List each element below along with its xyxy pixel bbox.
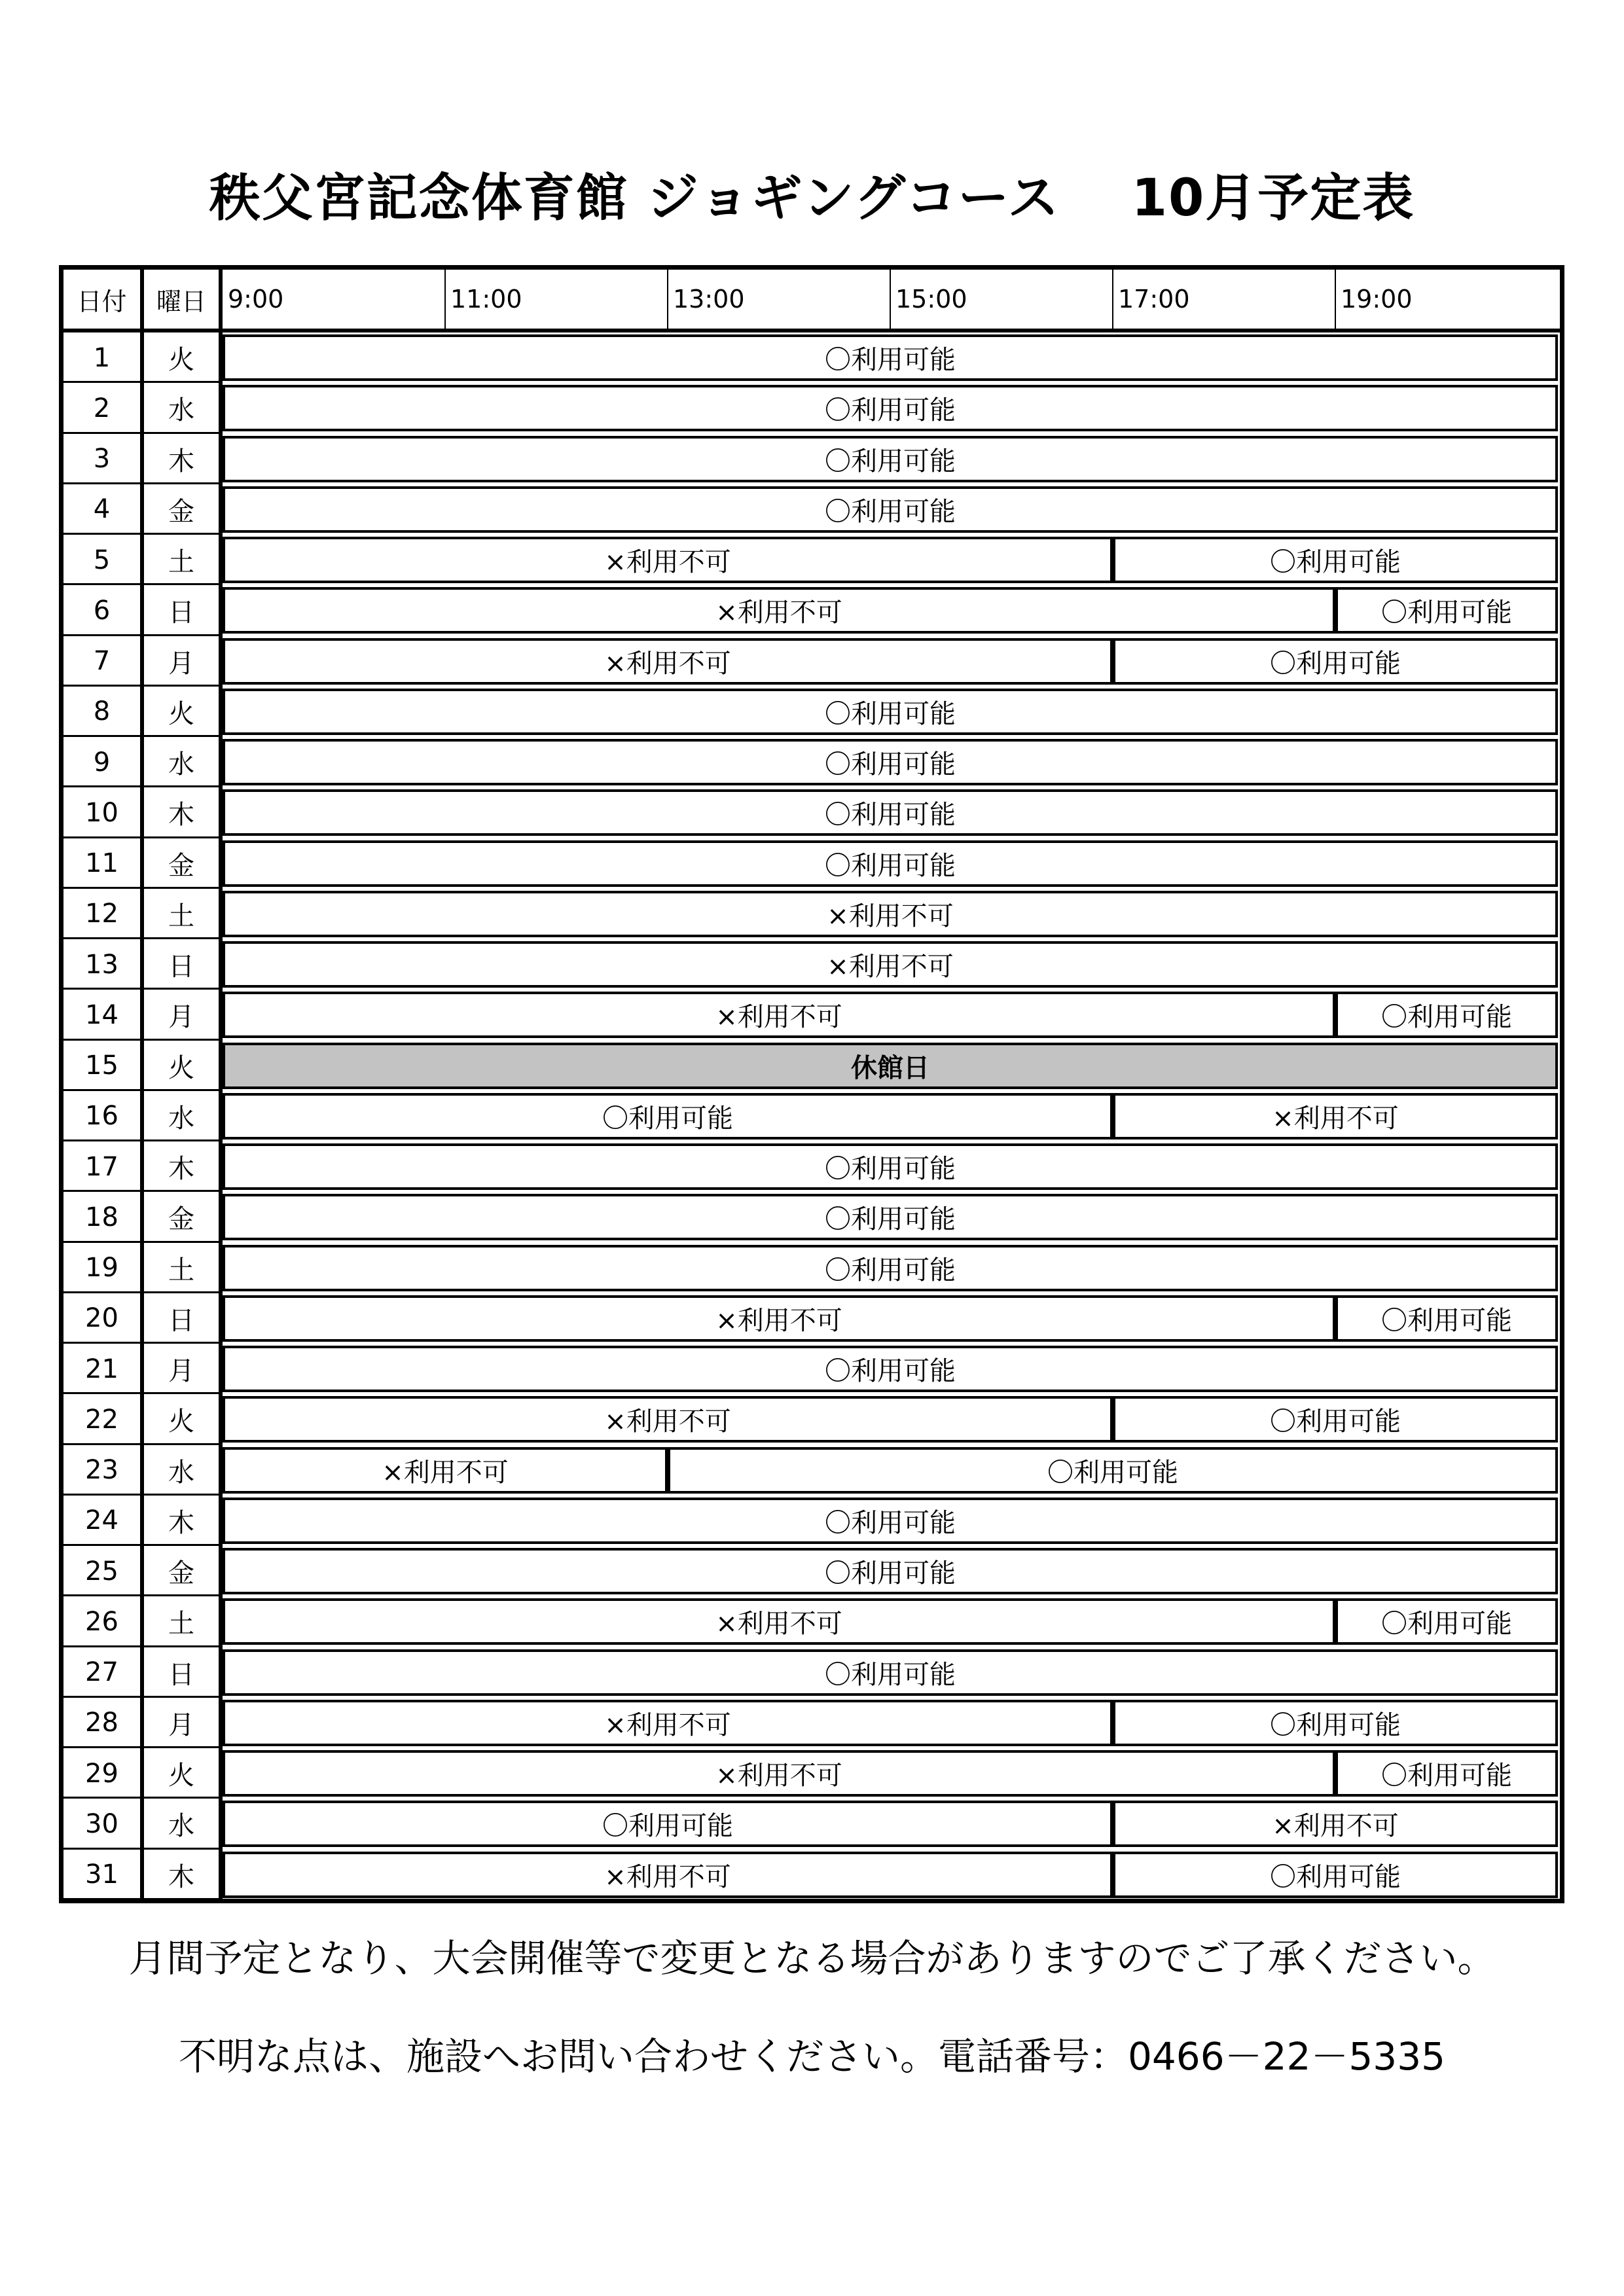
page-title: 秩父宮記念体育館 ジョギングコース 10月予定表 xyxy=(209,169,1415,228)
day-cell: 4 xyxy=(63,484,140,535)
table-row xyxy=(63,1850,1560,1900)
table-row xyxy=(63,990,1560,1040)
status-available: 〇利用可能 xyxy=(1113,1852,1558,1898)
status-available: 〇利用可能 xyxy=(223,436,1558,482)
day-cell: 23 xyxy=(63,1445,140,1496)
day-cell: 26 xyxy=(63,1596,140,1647)
status-unavailable: ×利用不可 xyxy=(223,638,1113,685)
table-row xyxy=(63,889,1560,939)
weekday-cell: 金 xyxy=(144,838,219,889)
day-cell: 14 xyxy=(63,990,140,1040)
weekday-cell: 日 xyxy=(144,585,219,636)
header-weekday: 曜日 xyxy=(156,287,206,316)
status-unavailable: ×利用不可 xyxy=(223,1750,1335,1797)
status-available: 〇利用可能 xyxy=(223,840,1558,887)
weekday-cell: 木 xyxy=(144,1496,219,1546)
day-cell: 10 xyxy=(63,787,140,838)
table-header-row xyxy=(63,270,1560,332)
day-cell: 28 xyxy=(63,1698,140,1748)
table-row xyxy=(63,585,1560,636)
weekday-cell: 金 xyxy=(144,1546,219,1596)
table-row xyxy=(63,1091,1560,1141)
note-schedule-change: 月間予定となり、大会開催等で変更となる場合がありますのでご了承ください。 xyxy=(128,1936,1496,1981)
header-divider xyxy=(1112,270,1113,329)
status-unavailable: ×利用不可 xyxy=(223,537,1113,583)
status-available: 〇利用可能 xyxy=(223,789,1558,836)
day-cell: 3 xyxy=(63,434,140,484)
status-unavailable: ×利用不可 xyxy=(223,1598,1335,1645)
day-cell: 2 xyxy=(63,383,140,433)
day-cell: 20 xyxy=(63,1293,140,1344)
weekday-cell: 月 xyxy=(144,1698,219,1748)
weekday-cell: 火 xyxy=(144,1394,219,1444)
weekday-cell: 日 xyxy=(144,939,219,990)
header-date: 日付 xyxy=(77,287,127,316)
table-row xyxy=(63,1243,1560,1293)
day-cell: 1 xyxy=(63,332,140,383)
table-row xyxy=(63,1546,1560,1596)
row-separator xyxy=(63,1898,223,1900)
day-cell: 8 xyxy=(63,687,140,737)
note-contact: 不明な点は、施設へお問い合わせください。電話番号：0466－22－5335 xyxy=(178,2034,1446,2079)
weekday-cell: 月 xyxy=(144,990,219,1040)
status-available: 〇利用可能 xyxy=(223,486,1558,533)
table-row xyxy=(63,787,1560,838)
weekday-cell: 火 xyxy=(144,1748,219,1799)
status-available: 〇利用可能 xyxy=(1335,1750,1558,1797)
day-cell: 30 xyxy=(63,1799,140,1849)
table-row xyxy=(63,332,1560,383)
weekday-cell: 月 xyxy=(144,1344,219,1394)
status-available: 〇利用可能 xyxy=(223,1801,1113,1847)
status-unavailable: ×利用不可 xyxy=(223,941,1558,988)
day-cell: 19 xyxy=(63,1243,140,1293)
weekday-cell: 木 xyxy=(144,1850,219,1900)
time-tick-label: 13:00 xyxy=(673,285,745,314)
status-unavailable: ×利用不可 xyxy=(1113,1093,1558,1139)
status-available: 〇利用可能 xyxy=(223,1548,1558,1594)
table-row xyxy=(63,939,1560,990)
table-row xyxy=(63,535,1560,585)
weekday-cell: 水 xyxy=(144,737,219,787)
status-available: 〇利用可能 xyxy=(1113,537,1558,583)
day-cell: 29 xyxy=(63,1748,140,1799)
table-row xyxy=(63,1748,1560,1799)
weekday-cell: 土 xyxy=(144,1243,219,1293)
status-available: 〇利用可能 xyxy=(1113,638,1558,685)
status-available: 〇利用可能 xyxy=(223,1093,1113,1139)
table-row xyxy=(63,1799,1560,1849)
weekday-cell: 金 xyxy=(144,1192,219,1242)
status-available: 〇利用可能 xyxy=(223,739,1558,785)
weekday-cell: 水 xyxy=(144,1091,219,1141)
weekday-cell: 火 xyxy=(144,332,219,383)
status-unavailable: ×利用不可 xyxy=(223,1396,1113,1443)
weekday-cell: 水 xyxy=(144,1799,219,1849)
table-row xyxy=(63,737,1560,787)
day-cell: 31 xyxy=(63,1850,140,1900)
weekday-cell: 金 xyxy=(144,484,219,535)
table-row xyxy=(63,1293,1560,1344)
status-closed: 休館日 xyxy=(223,1043,1558,1089)
status-available: 〇利用可能 xyxy=(1335,992,1558,1038)
status-available: 〇利用可能 xyxy=(223,1498,1558,1544)
status-unavailable: ×利用不可 xyxy=(223,1700,1113,1746)
status-available: 〇利用可能 xyxy=(223,1649,1558,1696)
day-cell: 18 xyxy=(63,1192,140,1242)
table-row xyxy=(63,687,1560,737)
weekday-cell: 火 xyxy=(144,1041,219,1091)
status-available: 〇利用可能 xyxy=(223,1245,1558,1291)
header-divider xyxy=(667,270,668,329)
table-row xyxy=(63,1344,1560,1394)
table-row xyxy=(63,636,1560,687)
time-tick-label: 11:00 xyxy=(450,285,522,314)
day-cell: 27 xyxy=(63,1647,140,1698)
status-available: 〇利用可能 xyxy=(1113,1700,1558,1746)
table-row xyxy=(63,1192,1560,1242)
table-row xyxy=(63,1394,1560,1444)
day-cell: 24 xyxy=(63,1496,140,1546)
weekday-cell: 日 xyxy=(144,1647,219,1698)
table-row xyxy=(63,434,1560,484)
status-available: 〇利用可能 xyxy=(223,1143,1558,1190)
status-available: 〇利用可能 xyxy=(1335,587,1558,634)
header-divider xyxy=(890,270,891,329)
day-cell: 21 xyxy=(63,1344,140,1394)
weekday-cell: 日 xyxy=(144,1293,219,1344)
status-available: 〇利用可能 xyxy=(1113,1396,1558,1443)
day-cell: 11 xyxy=(63,838,140,889)
table-row xyxy=(63,1647,1560,1698)
weekday-cell: 水 xyxy=(144,383,219,433)
day-cell: 15 xyxy=(63,1041,140,1091)
table-row xyxy=(63,484,1560,535)
status-available: 〇利用可能 xyxy=(1335,1598,1558,1645)
status-unavailable: ×利用不可 xyxy=(223,587,1335,634)
day-cell: 6 xyxy=(63,585,140,636)
status-unavailable: ×利用不可 xyxy=(223,1447,668,1494)
table-row xyxy=(63,383,1560,433)
status-available: 〇利用可能 xyxy=(223,1194,1558,1240)
time-tick-label: 15:00 xyxy=(895,285,967,314)
status-unavailable: ×利用不可 xyxy=(1113,1801,1558,1847)
weekday-cell: 木 xyxy=(144,1141,219,1192)
status-available: 〇利用可能 xyxy=(1335,1295,1558,1342)
status-unavailable: ×利用不可 xyxy=(223,891,1558,937)
day-cell: 25 xyxy=(63,1546,140,1596)
day-cell: 5 xyxy=(63,535,140,585)
table-row xyxy=(63,1496,1560,1546)
table-row xyxy=(63,1141,1560,1192)
table-row xyxy=(63,838,1560,889)
weekday-cell: 木 xyxy=(144,434,219,484)
weekday-cell: 土 xyxy=(144,535,219,585)
day-cell: 12 xyxy=(63,889,140,939)
table-row xyxy=(63,1596,1560,1647)
status-available: 〇利用可能 xyxy=(223,689,1558,735)
table-row xyxy=(63,1445,1560,1496)
status-unavailable: ×利用不可 xyxy=(223,1852,1113,1898)
weekday-cell: 火 xyxy=(144,687,219,737)
table-row xyxy=(63,1041,1560,1091)
status-unavailable: ×利用不可 xyxy=(223,992,1335,1038)
weekday-cell: 木 xyxy=(144,787,219,838)
table-row xyxy=(63,1698,1560,1748)
weekday-cell: 月 xyxy=(144,636,219,687)
schedule-table xyxy=(59,265,1564,1903)
day-cell: 7 xyxy=(63,636,140,687)
weekday-cell: 水 xyxy=(144,1445,219,1496)
status-available: 〇利用可能 xyxy=(223,334,1558,381)
status-unavailable: ×利用不可 xyxy=(223,1295,1335,1342)
day-cell: 17 xyxy=(63,1141,140,1192)
status-available: 〇利用可能 xyxy=(223,385,1558,431)
weekday-cell: 土 xyxy=(144,1596,219,1647)
day-cell: 9 xyxy=(63,737,140,787)
weekday-cell: 土 xyxy=(144,889,219,939)
day-cell: 16 xyxy=(63,1091,140,1141)
header-divider xyxy=(444,270,446,329)
time-tick-label: 19:00 xyxy=(1341,285,1413,314)
header-divider xyxy=(1335,270,1336,329)
day-cell: 13 xyxy=(63,939,140,990)
time-tick-label: 17:00 xyxy=(1118,285,1190,314)
status-available: 〇利用可能 xyxy=(223,1346,1558,1392)
day-cell: 22 xyxy=(63,1394,140,1444)
time-tick-label: 9:00 xyxy=(228,285,284,314)
status-available: 〇利用可能 xyxy=(668,1447,1558,1494)
